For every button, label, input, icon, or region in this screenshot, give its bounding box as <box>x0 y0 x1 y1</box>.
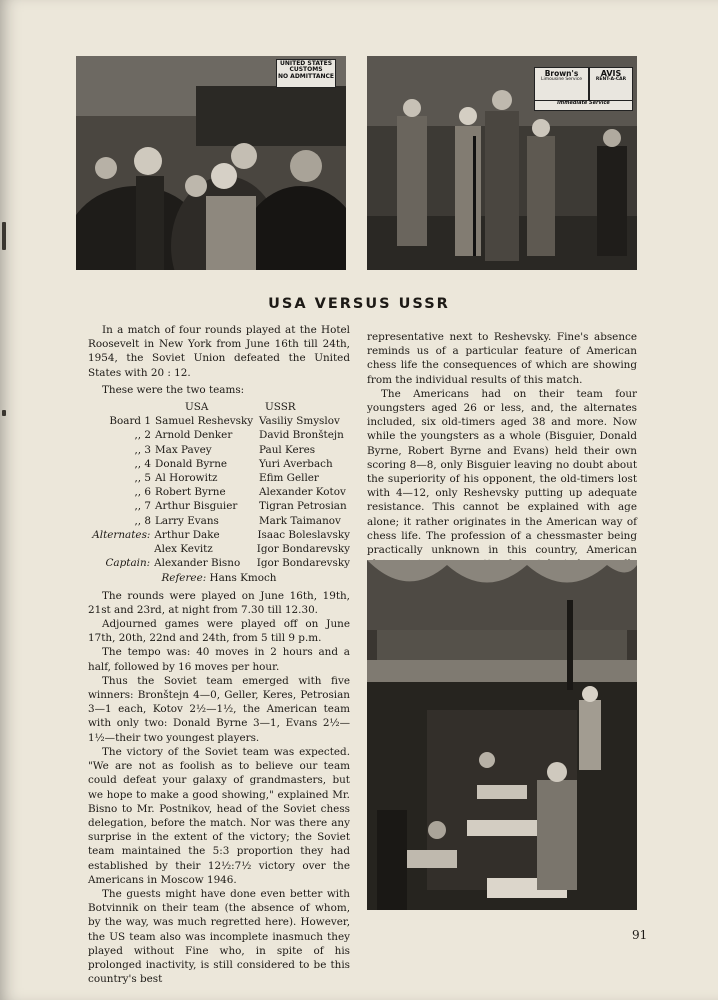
binding-mark <box>2 222 6 250</box>
roster-usa-player: Arthur Bisguier <box>155 500 238 513</box>
browns-sign <box>534 67 589 101</box>
team-roster <box>88 400 350 586</box>
avis-sign-line-1: AVIS <box>600 69 622 78</box>
roster-ussr-player: Isaac Boleslavsky <box>257 528 350 541</box>
roster-rows <box>88 414 350 570</box>
right-column <box>367 330 637 586</box>
roster-header-usa: USA <box>185 401 209 414</box>
roster-ussr-player: Tigran Petrosian <box>259 500 347 513</box>
roster-usa-player: Larry Evans <box>155 514 219 527</box>
roster-board-label: ,, 8 <box>134 514 151 527</box>
roster-usa-player: Alexander Bisno <box>154 557 241 570</box>
roster-row <box>88 428 350 442</box>
roster-ussr-player: Igor Bondarevsky <box>256 557 350 570</box>
photo-match-hall <box>367 560 637 910</box>
roster-ussr-player: Efim Geller <box>259 472 319 485</box>
immediate-service-sign <box>534 100 633 111</box>
roster-usa-player: Donald Byrne <box>155 457 228 470</box>
roster-row <box>88 414 350 428</box>
teams-intro: These were the two teams: <box>102 383 245 396</box>
right-paragraph: representative next to Reshevsky. Fine's absence reminds us of a particular feature of American chess life the consequences of which are showing from the individual results of this match. <box>367 331 637 386</box>
roster-row <box>88 542 350 556</box>
left-paragraph: The guests might have done even better with Botvinnik on their team (the absence of whom, by the way, was much regretted here). However, the US team also was incomplete inasmuch they played without Fine who, in spite of his prolonged inactivity, is still considered to be this country's best <box>88 887 350 986</box>
roster-header-spacer <box>88 400 155 414</box>
customs-sign-line-3: NO ADMITTANCE <box>277 72 335 80</box>
roster-row <box>88 485 350 499</box>
left-paragraph: The rounds were played on June 16th, 19th, 21st and 23rd, at night from 7.30 till 12.30. <box>88 589 350 616</box>
roster-usa-player: Alex Kevitz <box>154 543 213 556</box>
roster-row <box>88 443 350 457</box>
roster-ussr-player: David Bronštejn <box>259 429 344 442</box>
roster-usa-player: Max Pavey <box>155 443 212 456</box>
roster-ussr-player: Alexander Kotov <box>259 486 346 499</box>
roster-usa-player: Al Horowitz <box>155 472 218 485</box>
left-column <box>88 323 350 986</box>
intro-paragraph: In a match of four rounds played at the Hotel Roosevelt in New York from June 16th till 24th, 1954, the Soviet Union defeated the United States with 20 : 12. <box>88 324 350 379</box>
roster-board-label: ,, 7 <box>134 500 151 513</box>
left-paragraph: The victory of the Soviet team was expected. "We are not as foolish as to believe our team could defeat your galaxy of grandmasters, but we hope to make a good showing," explained Mr. Bisno to Mr. Postnikov, head of the Soviet chess delegation, before the match. Nor was there any surprise in the extent of the victory; the Soviet team maintained the 5:3 proportion they had established by their 12½:7½ victory over the Americans in Moscow 1946. <box>88 745 350 886</box>
roster-row <box>88 457 350 471</box>
customs-sign <box>276 59 336 88</box>
roster-header <box>88 400 350 414</box>
browns-sign-line-1: Brown's <box>544 69 579 78</box>
customs-sign-line-2: CUSTOMS <box>289 66 323 74</box>
roster-ussr-player: Yuri Averbach <box>259 457 333 470</box>
roster-usa-player: Robert Byrne <box>155 486 226 499</box>
roster-board-label: ,, 2 <box>134 429 151 442</box>
roster-ussr-player: Mark Taimanov <box>259 514 341 527</box>
roster-row <box>88 528 350 542</box>
roster-row <box>88 471 350 485</box>
roster-board-label: Board 1 <box>109 415 151 428</box>
roster-board-label <box>88 542 154 556</box>
roster-row <box>88 514 350 528</box>
immediate-service-sign-text: Immediate Service <box>557 100 610 106</box>
roster-ussr-player: Vasiliy Smyslov <box>259 415 340 428</box>
browns-sign-line-2: Limousine Service <box>540 76 583 82</box>
roster-usa-player: Arthur Dake <box>154 528 220 541</box>
roster-board-label: ,, 4 <box>134 457 151 470</box>
left-paragraph: Adjourned games were played off on June 17th, 20th, 22nd and 24th, from 5 till 9 p.m. <box>88 618 350 645</box>
left-paragraph: The tempo was: 40 moves in 2 hours and a half, followed by 16 moves per hour. <box>88 646 350 673</box>
roster-ussr-player: Igor Bondarevsky <box>256 543 350 556</box>
photo-match-hall-image <box>367 560 637 910</box>
article-title: USA VERSUS USSR <box>268 296 450 312</box>
right-paragraph: The Americans had on their team four youngsters aged 26 or less, and, the alternates included, six old-timers aged 38 and more. Now while the youngsters as a whole (Bisguier, Donald Byrne, Robert Byrne and Evans) held their own scoring 8—8, only Bisguier leaving no doubt about the superiority of his opponent, the old-timers lost with 4—12, only Reshevsky putting up adequate resistance. This cannot be explained with age alone; it rather originates in the American way of chess life. The profession of a chessmaster being practically unknown in this country, American <box>367 387 637 557</box>
referee-line <box>88 571 350 585</box>
customs-sign-line-1: UNITED STATES <box>279 60 333 67</box>
photo-arrival-customs-image <box>76 56 346 270</box>
photo-airport-welcome <box>367 56 637 270</box>
roster-row <box>88 499 350 513</box>
roster-usa-player: Arnold Denker <box>155 429 233 442</box>
roster-board-label: Captain: <box>105 557 151 570</box>
roster-ussr-player: Paul Keres <box>259 443 316 456</box>
roster-board-label: ,, 3 <box>134 443 151 456</box>
photo-arrival-customs <box>76 56 346 270</box>
roster-board-label: ,, 5 <box>134 472 151 485</box>
avis-sign <box>589 67 633 101</box>
roster-board-label: Alternates: <box>92 528 151 541</box>
referee-name: Hans Kmoch <box>209 572 277 585</box>
avis-sign-line-2: RENT-A-CAR <box>595 77 627 83</box>
binding-mark <box>2 410 6 416</box>
page-number: 91 <box>632 928 648 942</box>
left-paragraph: Thus the Soviet team emerged with five winners: Bronštejn 4—0, Geller, Keres, Petrosian 3—1 each, Kotov 2½—1½, the American team with only two: Donald Byrne 3—1, Evans 2½—1½—their two youngest players. <box>88 674 350 744</box>
roster-row <box>88 556 350 570</box>
roster-board-label: ,, 6 <box>134 486 151 499</box>
roster-header-ussr: USSR <box>265 401 296 414</box>
roster-usa-player: Samuel Reshevsky <box>155 415 254 428</box>
referee-label: Referee: <box>161 572 207 585</box>
